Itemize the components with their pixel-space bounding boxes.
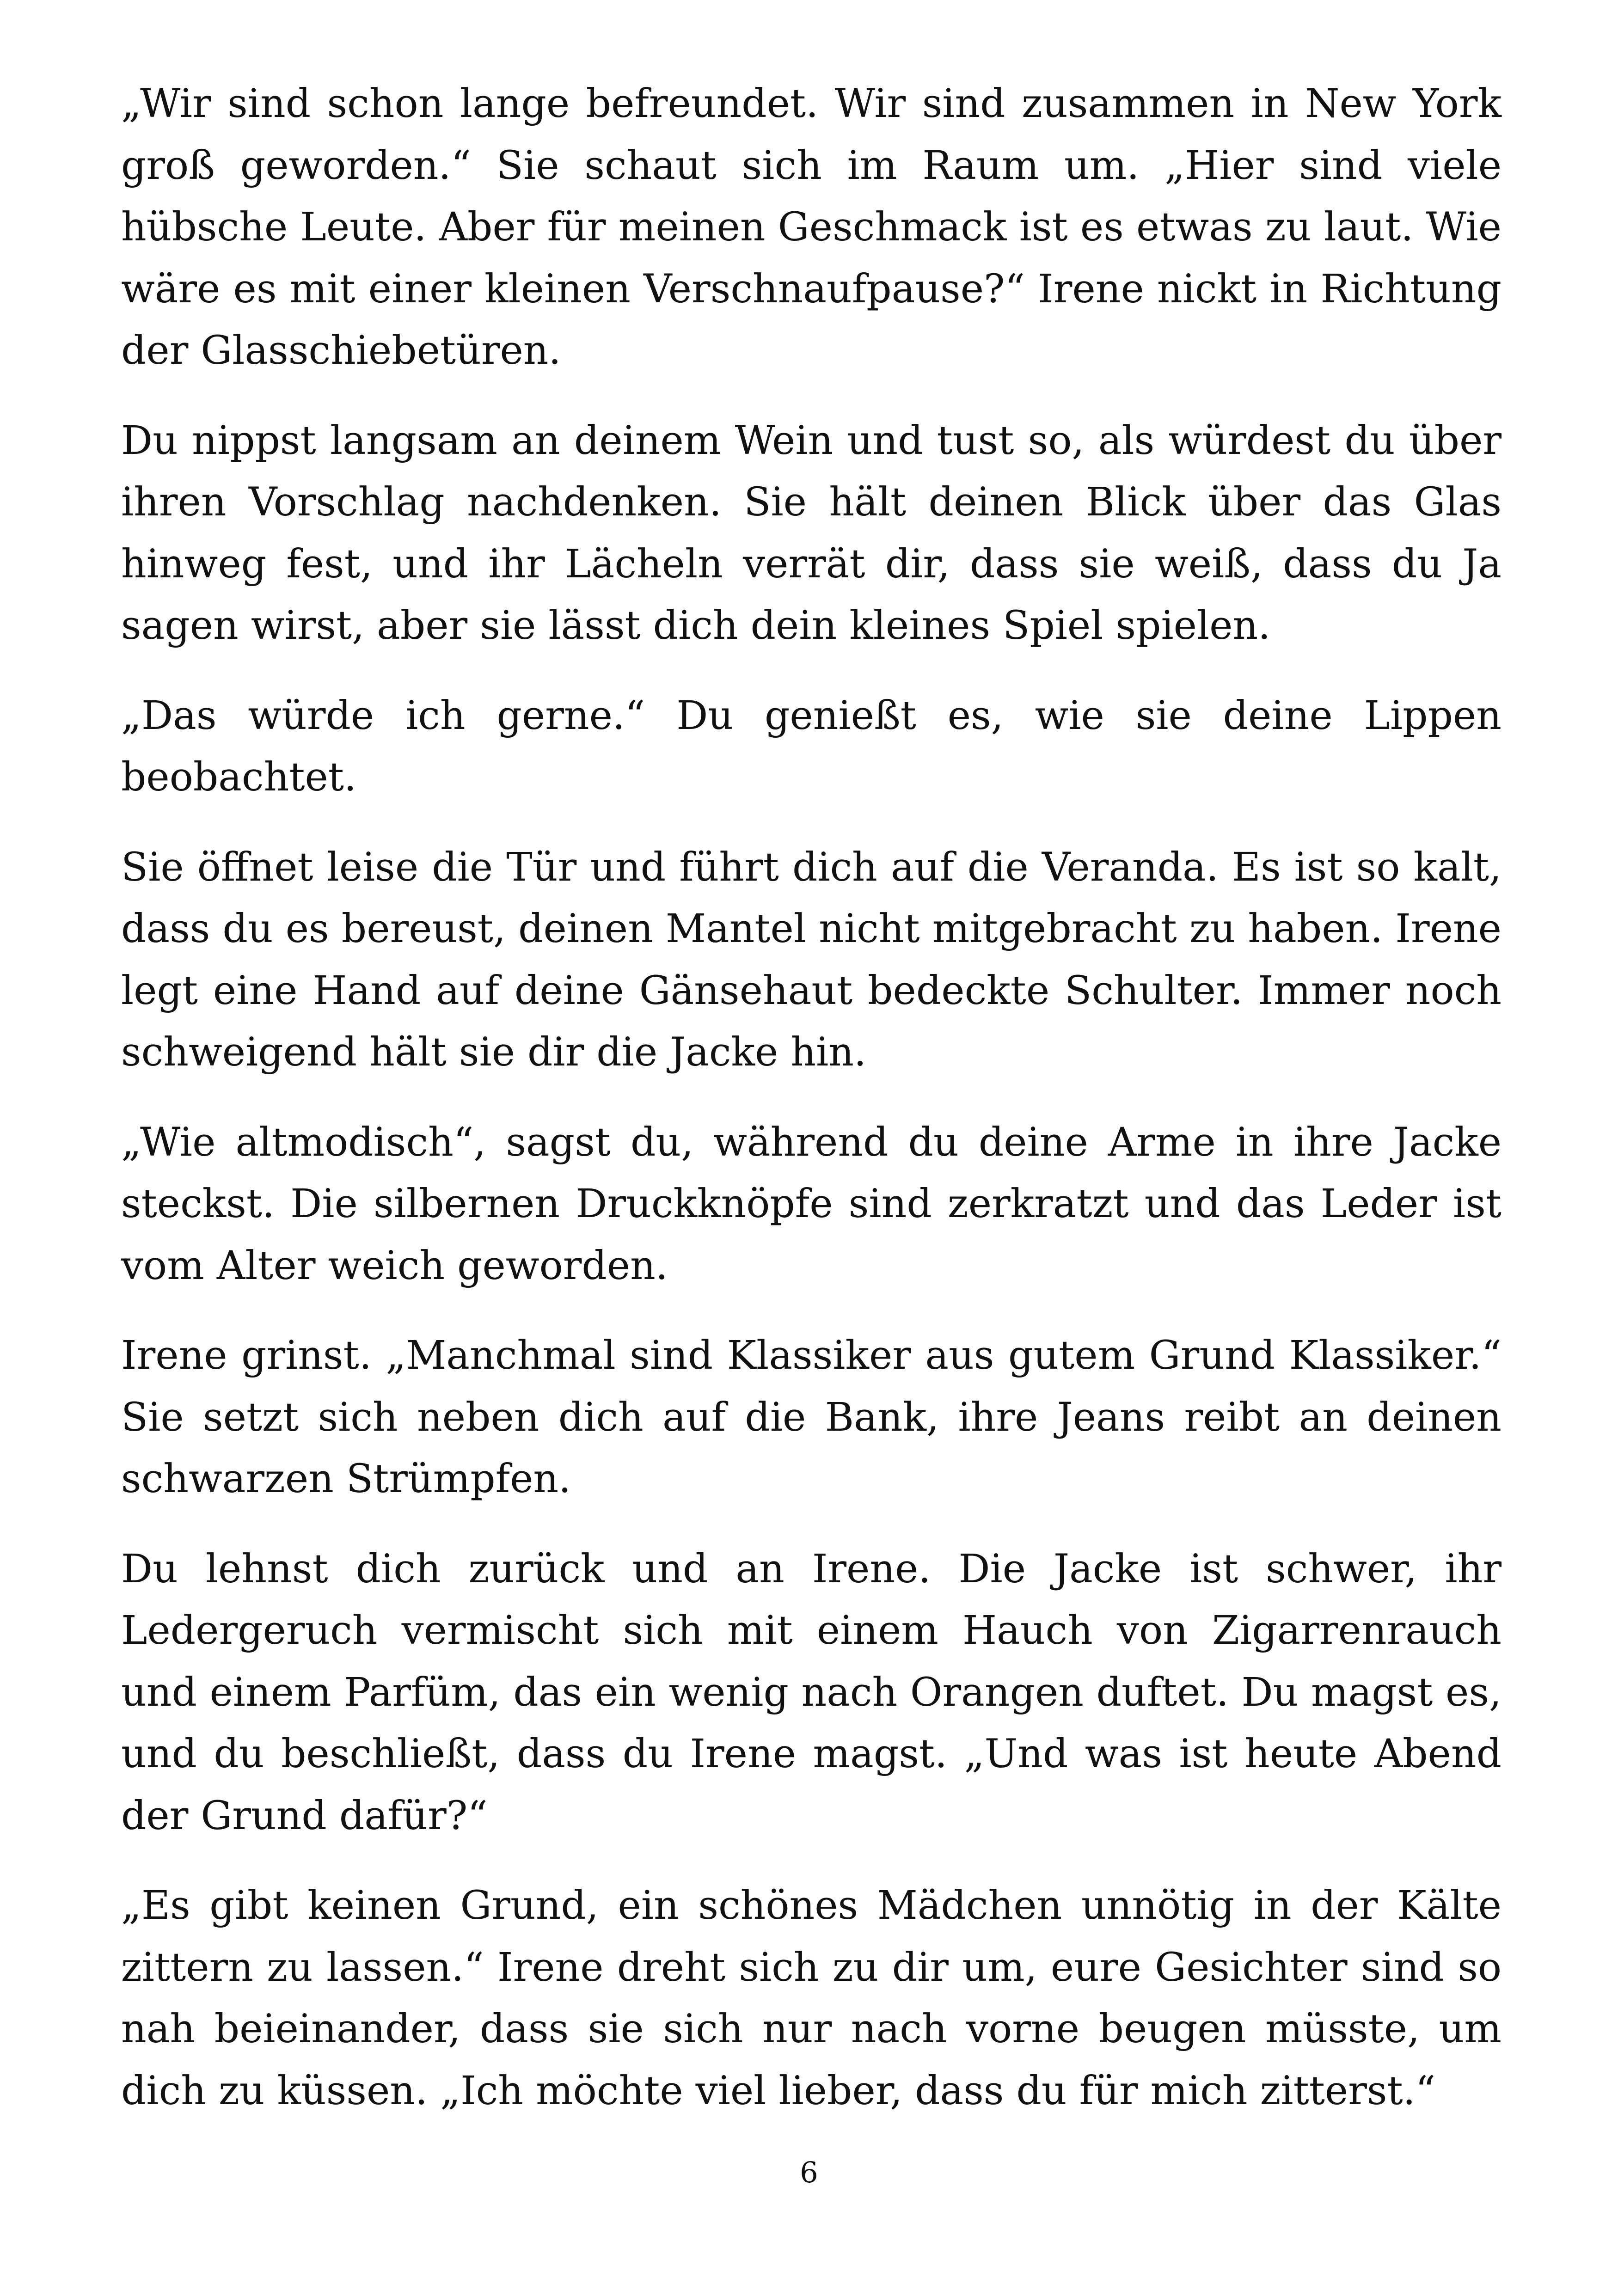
paragraph: Du lehnst dich zurück und an Irene. Die Jacke ist schwer, ihr Ledergeruch vermischt sich mit einem Hauch von Zigarrenrauch und einem Parfüm, das ein wenig nach Orangen duftet. Du magst es, und du beschließt, dass du Irene magst. „Und was ist heute Abend der Grund dafür?“ xyxy=(121,1546,1502,1839)
paragraph: Du nippst langsam an deinem Wein und tust so, als würdest du über ihren Vorschlag nachdenken. Sie hält deinen Blick über das Glas hinweg fest, und ihr Lächeln verrät dir, dass sie weiß, dass du Ja sagen wirst, aber sie lässt dich dein kleines Spiel spielen. xyxy=(121,417,1502,649)
paragraph: Irene grinst. „Manchmal sind Klassiker aus gutem Grund Klassiker.“ Sie setzt sich neben dich auf die Bank, ihre Jeans reibt an deinen schwarzen Strümpfen. xyxy=(121,1333,1502,1502)
body-text xyxy=(121,73,1502,2150)
paragraph: „Wir sind schon lange befreundet. Wir sind zusammen in New York groß geworden.“ Sie schaut sich im Raum um. „Hier sind viele hübsche Leute. Aber für meinen Geschmack ist es etwas zu laut. Wie wäre es mit einer kleinen Verschnaufpause?“ Irene nickt in Richtung der Glasschiebetüren. xyxy=(121,81,1502,373)
paragraph: „Das würde ich gerne.“ Du genießt es, wie sie deine Lippen beobachtet. xyxy=(121,692,1502,800)
paragraph: Sie öffnet leise die Tür und führt dich auf die Veranda. Es ist so kalt, dass du es bereust, deinen Mantel nicht mitgebracht zu haben. Irene legt eine Hand auf deine Gänsehaut bedeckte Schulter. Immer noch schweigend hält sie dir die Jacke hin. xyxy=(121,844,1502,1075)
paragraph: „Wie altmodisch“, sagst du, während du deine Arme in ihre Jacke steckst. Die silbernen Druckknöpfe sind zerkratzt und das Leder ist vom Alter weich geworden. xyxy=(121,1119,1502,1289)
page-number: 6 xyxy=(800,2155,818,2189)
paragraph: „Es gibt keinen Grund, ein schönes Mädchen unnötig in der Kälte zittern zu lassen.“ Irene dreht sich zu dir um, eure Gesichter sind so nah beieinander, dass sie sich nur nach vorne beugen müsste, um dich zu küssen. „Ich möchte viel lieber, dass du für mich zitterst.“ xyxy=(121,1883,1502,2114)
